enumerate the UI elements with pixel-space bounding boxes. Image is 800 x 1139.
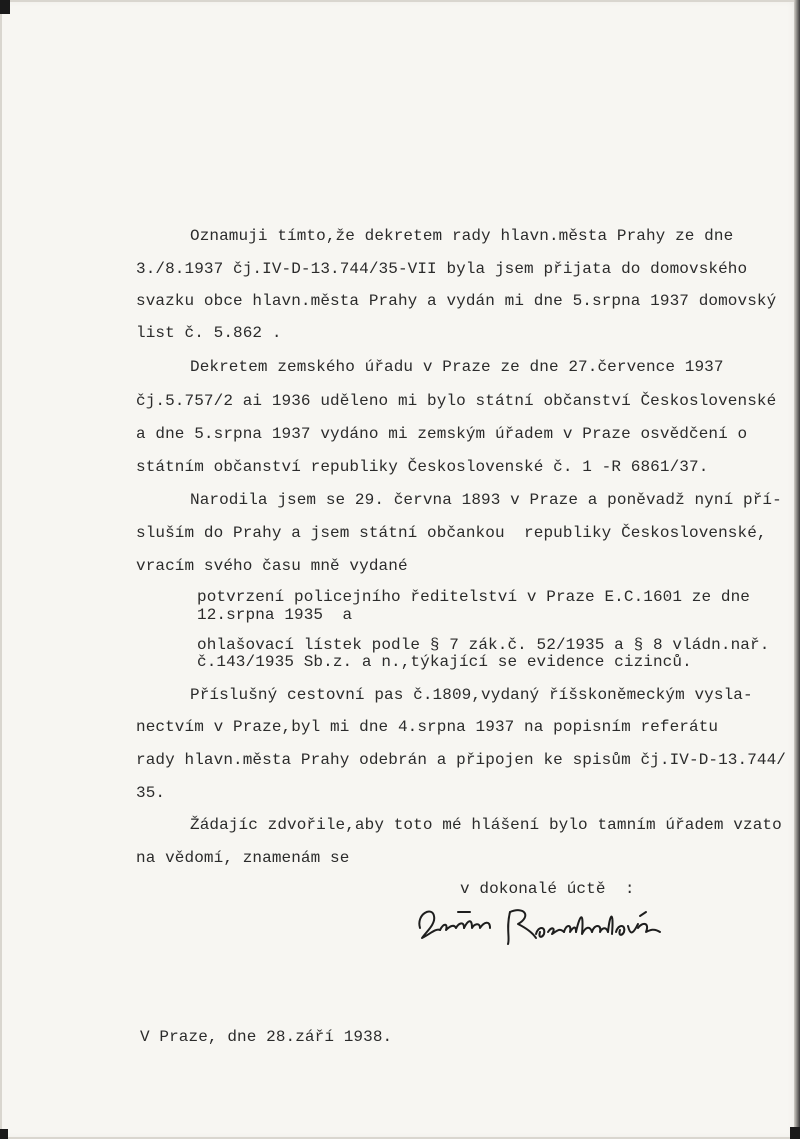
paragraph-1-line-2: 3./8.1937 čj.IV-D-13.744/35-VII byla jsem přijata do domovského [136, 260, 748, 278]
paragraph-2-line-4: státním občanství republiky Československé č. 1 -R 6861/37. [136, 458, 709, 476]
paragraph-4-line-1: Příslušný cestovní pas č.1809,vydaný říšskoněmeckým vysla- [190, 686, 753, 704]
page-corner-mark [790, 1127, 800, 1139]
item-2-line-1: ohlašovací lístek podle § 7 zák.č. 52/1935 a § 8 vládn.nař. [197, 636, 770, 654]
item-2-line-2: č.143/1935 Sb.z. a n.,týkající se evidence cizinců. [197, 653, 692, 671]
page-corner-mark [0, 1129, 8, 1139]
paragraph-1-line-4: list č. 5.862 . [136, 324, 282, 342]
paragraph-2-line-2: čj.5.757/2 ai 1936 uděleno mi bylo státní občanství Československé [136, 392, 777, 410]
paragraph-4-line-4: 35. [136, 784, 166, 802]
paragraph-2-line-1: Dekretem zemského úřadu v Praze ze dne 27.července 1937 [190, 358, 724, 376]
paragraph-2-line-3: a dne 5.srpna 1937 vydáno mi zemským úřadem v Praze osvědčení o [136, 425, 748, 443]
paragraph-1-line-3: svazku obce hlavn.města Prahy a vydán mi dne 5.srpna 1937 domovský [136, 292, 777, 310]
paragraph-5-line-1: Žádajíc zdvořile,aby toto mé hlášení bylo tamním úřadem vzato [190, 816, 782, 834]
paragraph-5-line-2: na vědomí, znamenám se [136, 849, 350, 867]
paragraph-4-line-3: rady hlavn.města Prahy odebrán a připojen ke spisům čj.IV-D-13.744/ [136, 751, 787, 769]
paragraph-3-line-3: vracím svého času mně vydané [136, 557, 408, 575]
paragraph-4-line-2: nectvím v Praze,byl mi dne 4.srpna 1937 na popisním referátu [136, 718, 719, 736]
closing-phrase: v dokonalé úctě : [460, 880, 635, 898]
handwritten-signature [414, 898, 674, 954]
item-1-line-2: 12.srpna 1935 a [197, 606, 353, 624]
page-edge-shadow [794, 0, 800, 1139]
paragraph-3-line-1: Narodila jsem se 29. června 1893 v Praze a poněvadž nyní pří- [190, 491, 782, 509]
page-corner-mark [0, 0, 10, 14]
place-and-date: V Praze, dne 28.září 1938. [140, 1028, 393, 1046]
paragraph-3-line-2: sluším do Prahy a jsem státní občankou republiky Československé, [136, 524, 767, 542]
item-1-line-1: potvrzení policejního ředitelství v Praze E.C.1601 ze dne [197, 588, 750, 606]
paragraph-1-line-1: Oznamuji tímto,že dekretem rady hlavn.města Prahy ze dne [190, 227, 734, 245]
